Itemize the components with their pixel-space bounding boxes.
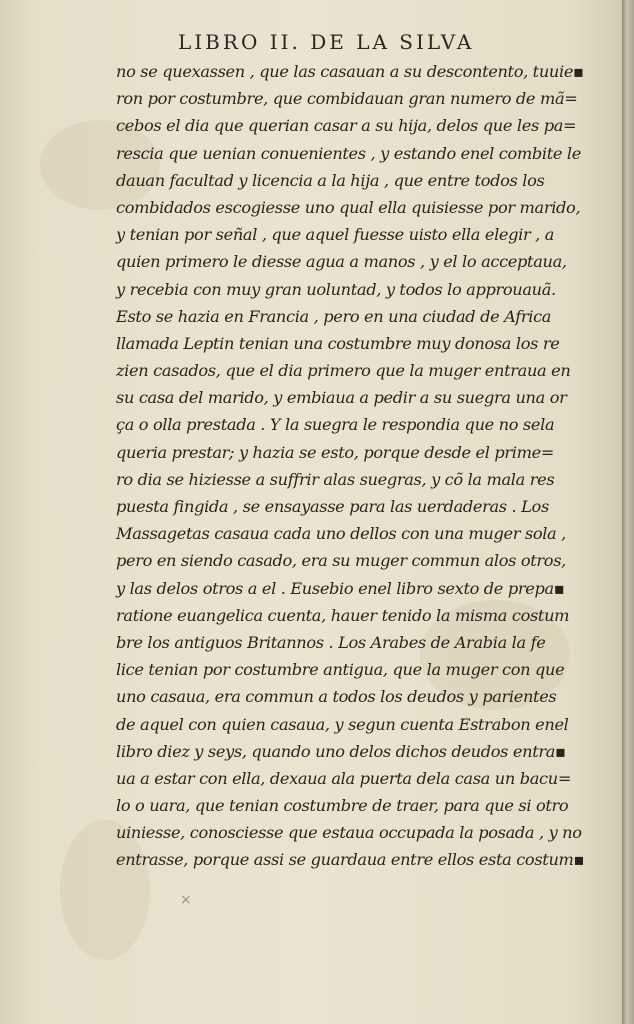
text-line: cebos el dia que querian casar a su hija, delos que les pa= <box>116 116 577 136</box>
text-line: y las delos otros a el . Eusebio enel libro sexto de prepa▪ <box>116 578 565 598</box>
text-line: queria prestar; y hazia se esto, porque desde el prime= <box>116 442 555 462</box>
faint-ink-mark: × <box>180 892 192 908</box>
page-edge <box>622 0 634 1024</box>
text-line: su casa del marido, y embiaua a pedir a su suegra una or <box>116 388 567 408</box>
text-line: dauan facultad y licencia a la hija , que entre todos los <box>116 170 545 190</box>
text-line: y tenian por señal , que aquel fuesse uisto ella elegir , a <box>116 225 555 245</box>
text-line: lo o uara, que tenian costumbre de traer, para que si otro <box>116 796 569 816</box>
text-line: lice tenian por costumbre antigua, que la muger con que <box>116 660 565 680</box>
text-line: libro diez y seys, quando uno delos dichos deudos entra▪ <box>116 741 566 761</box>
text-line: combidados escogiesse uno qual ella quisiesse por marido, <box>116 197 581 217</box>
text-line: ratione euangelica cuenta, hauer tenido la misma costum <box>116 605 570 625</box>
text-line: entrasse, porque assi se guardaua entre ellos esta costum▪ <box>116 850 585 870</box>
text-line: ua a estar con ella, dexaua ala puerta dela casa un bacu= <box>116 768 572 788</box>
text-line: puesta fingida , se ensayasse para las uerdaderas . Los <box>116 497 549 516</box>
running-title: LIBRO II. DE LA SILVA <box>178 30 475 54</box>
text-line: quien primero le diesse agua a manos , y el lo acceptaua, <box>116 252 567 272</box>
body-text <box>116 58 594 874</box>
text-line: Massagetas casaua cada uno dellos con una muger sola , <box>116 524 566 544</box>
text-line: y recebia con muy gran uoluntad, y todos lo approuauã. <box>116 279 556 299</box>
text-line: zien casados, que el dia primero que la muger entraua en <box>116 361 571 381</box>
text-line: de aquel con quien casaua, y segun cuenta Estrabon enel <box>116 714 569 734</box>
text-line: llamada Leptin tenian una costumbre muy donosa los re <box>116 333 560 353</box>
text-line: Esto se hazia en Francia , pero en una ciudad de Africa <box>116 306 552 326</box>
text-line: rescia que uenian conuenientes , y estando enel combite le <box>116 143 581 163</box>
text-line: uiniesse, conosciesse que estaua occupada la posada , y no <box>116 823 582 843</box>
text-line: ro dia se hiziesse a suffrir alas suegras, y cõ la mala res <box>116 469 555 489</box>
text-line: ça o olla prestada . Y la suegra le respondia que no sela <box>116 415 555 435</box>
text-line: no se quexassen , que las casauan a su descontento, tuuie▪ <box>116 62 584 81</box>
text-line: uno casaua, era commun a todos los deudos y parientes <box>116 687 557 707</box>
text-line: bre los antiguos Britannos . Los Arabes de Arabia la fe <box>116 632 546 652</box>
text-line: ron por costumbre, que combidauan gran numero de mã= <box>116 89 578 109</box>
text-line: pero en siendo casado, era su muger commun alos otros, <box>116 551 566 571</box>
